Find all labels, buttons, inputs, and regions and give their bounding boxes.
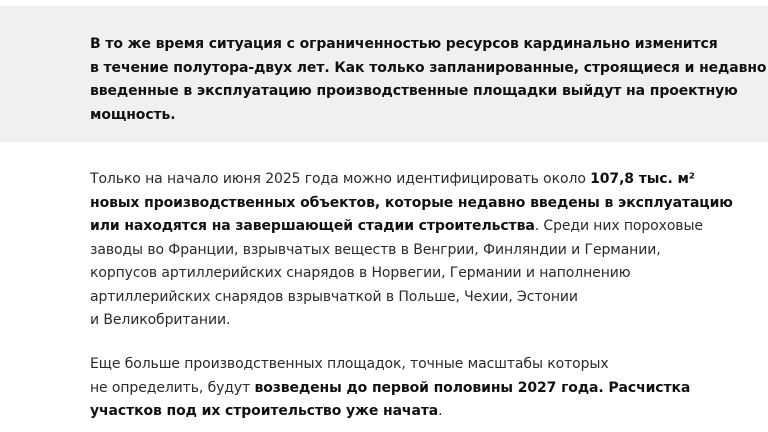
bold-text: возведены до первой половины 2027 года. Расчистка (254, 379, 691, 396)
paragraph-line: артиллерийских снарядов взрывчаткой в Польше, Чехии, Эстонии (90, 288, 578, 305)
text-run: Только на начало июня 2025 года можно идентифицировать около (90, 171, 591, 187)
callout-text (90, 33, 767, 127)
text-run: не определить, будут (90, 379, 255, 396)
text-run: . (438, 403, 443, 419)
bold-text: 107,8 тыс. м² (590, 171, 695, 187)
callout-line: введенные в эксплуатацию производственные площадки выйдут на проектную (90, 83, 738, 99)
paragraph-line: корпусов артиллерийских снарядов в Норвегии, Германии и наполнению (90, 265, 631, 281)
paragraph-line: Еще больше производственных площадок, точные масштабы которых (90, 356, 609, 372)
bold-text: участков под их строительство уже начата (90, 403, 439, 419)
callout-block (0, 6, 768, 142)
callout-line: в течение полутора-двух лет. Как только запланированные, строящиеся и недавно (90, 59, 767, 76)
paragraph-line: заводы во Франции, взрывчатых веществ в Венгрии, Финляндии и Германии, (90, 241, 661, 258)
paragraph-line (90, 377, 690, 401)
callout-line: В то же время ситуация с ограниченностью ресурсов кардинально изменится (90, 36, 718, 52)
paragraph-line: и Великобритании. (90, 312, 231, 328)
body-paragraph-2 (90, 353, 690, 424)
bold-text: или находятся на завершающей стадии строительства (90, 218, 535, 234)
paragraph-line (90, 215, 703, 239)
paragraph-line (90, 168, 695, 192)
bold-line: новых производственных объектов, которые недавно введены в эксплуатацию (90, 194, 733, 211)
text-run: . Среди них пороховые (534, 218, 703, 234)
callout-line: мощность. (90, 106, 176, 123)
body-paragraph-1 (90, 168, 733, 333)
paragraph-line (90, 400, 690, 424)
